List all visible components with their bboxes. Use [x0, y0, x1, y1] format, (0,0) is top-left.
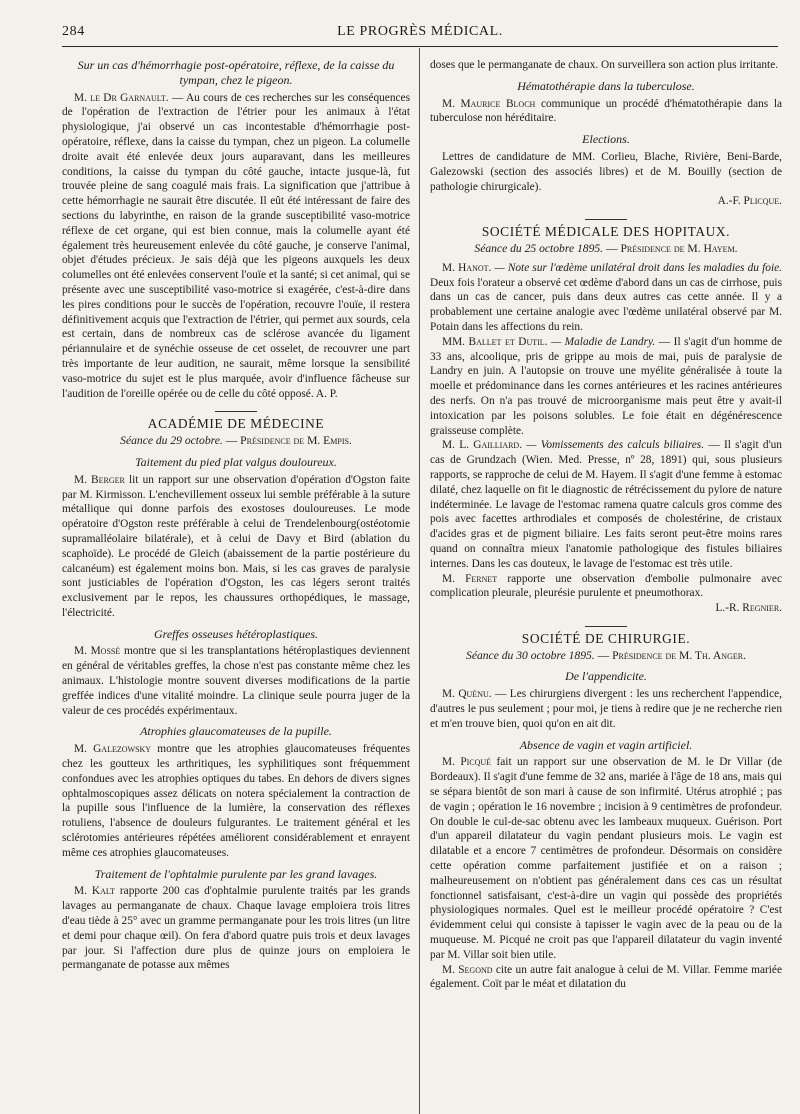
paragraph: M. Picqué fait un rapport sur une observation de M. le Dr Villar (de Bordeaux). Il s'agit d'une femme de 32 ans, mariée à l'âge de 18 ans, mais qui se sépara bientôt de son mari à cause de son infirmité. Utérus atrophié ; pas de vagin ; opération le 16 novembre ; incision à 9 centimètres de profondeur. On double le cul-de-sac obtenu avec les lambeaux muqueux. Guérison. Port d'un appareil dilatateur du vagin pendant plusieurs mois. Le vagin est dilatable et a encore 7 centimètres de profondeur. Désormais on considère cette opération comme parfaitement justifiée et on a raison ; malheureusement on n'obtient pas généralement dans ces cas un résultat fonctionnel satisfaisant, c'est-à-dire un vagin qui possède des propriétés physiologiques normales. Quel est le meilleur procédé opératoire ? C'est évidemment celui qui consiste à tapisser le vagin avec de la peau ou de la muqueuse. M. Picqué ne croit pas que l'appareil dilatateur du vagin inventé par M. Villar soit bien utile.	[430, 756, 782, 961]
speaker: M. le Dr Garnault.	[74, 91, 169, 104]
section-title: Hématothérapie dans la tuberculose.	[517, 78, 695, 93]
paragraph-continued: doses que le permanganate de chaux. On surveillera son action plus irritante.	[430, 59, 779, 71]
speaker: M. Berger	[74, 473, 125, 486]
section-title: Elections.	[582, 132, 630, 147]
speaker: M. Mossé	[74, 645, 121, 658]
paragraph: M. Segond cite un autre fait analogue à celui de M. Villar. Femme mariée également. Coït par le méat et dilatation du	[430, 963, 782, 991]
paragraph: M. Berger lit un rapport sur une observation d'opération d'Ogston faite par M. Kirmisson. L'enchevillement osseux lui semble préférable à la suture métallique qui donne parfois des exostoses douloureuses. Le mode opératoire d'Ogston reste préférable à celui de Trendelenbourg(ostéotomie supramalléolaire bilatérale), et à celui de Davy et Bird (ablation du scaphoïde). Le procédé de Gleich (abaissement de la partie postérieure du calcanéum) est également moins bon. Mais, si les cas graves de paralysie sont justiciables de l'opération d'Ogston, les cas légers seront traités exclusivement par le repos, les chaussures orthopédiques, le massage, l'électricité.	[62, 473, 410, 619]
signature: L.-R. Regnier.	[715, 602, 782, 615]
column-divider	[419, 48, 420, 1114]
session-line: Séance du 29 octobre. — Présidence de M. Empis.	[120, 434, 352, 448]
speaker: M. Kalt	[74, 885, 115, 898]
paragraph: M. Hanot. — Note sur l'œdème unilatéral droit dans les maladies du foie. Deux fois l'orateur a observé cet œdème d'abord dans un cas de cirrhose, puis dans un cas de cancer, puis dans deux autres cas cette année. Il y a probablement une certaine analogie avec l'œdème unilatéral observé par M. Potain dans les affections du rein.	[430, 261, 782, 333]
right-column	[430, 58, 782, 1114]
paragraph: M. le Dr Garnault. — Au cours de ces recherches sur les conséquences de l'opération de l'extraction de l'étrier pour les animaux à l'état physiologique, j'ai observé un cas incontestable d'hémorrhagie post-opératoire, réflexe, dans la caisse du tympan, chez un pigeon. La columelle droite avait été enlevée deux jours auparavant, dans les meilleures conditions, la caisse du tympan du côté gauche, intacte jusque-là, fut trouvée pleine de sang coagulé mais frais. La signification que j'attribue à cette hémorrhagie ne saurait être discutée. Il eût été intéressant de faire des sections du labyrinthe, en raison de la grande susceptibilité vaso-motrice réflexe de cet organe, qui est bien connue, mais la columelle ayant été également très heureusement enlevée du côté gauche, je conserve l'animal, objet d'études précieux. Je sais déjà que les pigeons auxquels les deux columelles ont été enlevées conservent l'ouïe et la santé; si cet animal, qui se présente avec une susceptibilité vaso-motrice si exagérée, c'est-à-dire dans les pires conditions pour le succès de l'opération, recouvre l'ouïe, il restera définitivement acquis que l'extraction de l'étrier, qui permet aux sourds, cela est certain, dans de nombreux cas de sclérose avancée du ligament périannulaire et de synéchie osseuse de cet osselet, de recouvrer une part très importante de leur audition, ne saurait, même lorsque la sensibilité vaso-motrice du sujet est le plus marquée, avoir d'influence fâcheuse sur l'audition de l'oreille opérée ou de celle du côté opposé. A. P.	[62, 91, 410, 400]
paragraph: M. Galezowsky montre que les atrophies glaucomateuses fréquentes chez les goutteux les arthritiques, les syphilitiques sont fréquemment confondues avec les atrophies optiques du tabes. En dehors de divers signes ophtalmoscopiques assez délicats on notera spécialement la contraction de la pupille sous l'influence de la lumière, la conservation des réflexes rotuliens, l'absence de douleurs fulgurantes. Le traitement général et les sclérotomies antérieures répétées améliorent considérablement et enrayent même ces atrophies glaucomateuses.	[62, 743, 410, 859]
society-heading: SOCIÉTÉ MÉDICALE DES HOPITAUX.	[430, 219, 782, 240]
left-column	[62, 58, 410, 1114]
session-line: Séance du 25 octobre 1895. — Présidence de M. Hayem.	[474, 241, 738, 255]
section-title: Traitement de l'ophtalmie purulente par les grand lavages.	[94, 866, 378, 881]
page-number: 284	[62, 24, 85, 39]
paragraph: M. Mossé montre que si les transplantations hétéroplastiques deviennent en général de véritables greffes, la chose n'est pas constante même chez les animaux. L'histologie montre souvent diverses modifications de la partie greffée indices d'une vitalité moindre. La clinique seule pourra juger de la valeur de ces procédés expérimentaux.	[62, 645, 410, 717]
paragraph: M. Quénu. — Les chirurgiens divergent : les uns recherchent l'appendice, d'autres le pus seulement ; pour moi, je tiens à redire que je ne recherche rien et m'en trouve bien, quoi qu'on en ait dit.	[430, 688, 782, 730]
paragraph: M. L. Gailliard. — Vomissements des calculs biliaires. — Il s'agit d'un cas de Grundzach (Wien. Med. Presse, nº 28, 1891) qui, sous plusieurs rapports, se rapproche de celui de M. Hayem. Il s'agit d'une femme à estomac dilaté, chez laquelle on fit le diagnostic de rétrécissement du pylore de nature indéterminée. Le lavage de l'estomac ramena quatre calculs gros comme des pois avec facettes arthrodiales et composés de cholestérine, de cristaux d'acides gras et de pigment biliaire. Les faits seront peut-être moins rares quand on connaîtra mieux l'anatomie pathologique des fistules biliaires internes. Dans les cas douteux, le lavage de l'estomac est très utile.	[430, 439, 782, 570]
section-title: De l'appendicite.	[565, 669, 647, 684]
section-title: Greffes osseuses hétéroplastiques.	[153, 626, 319, 641]
section-title: Atrophies glaucomateuses de la pupille.	[140, 724, 332, 739]
paragraph: M. Kalt rapporte 200 cas d'ophtalmie purulente traités par les grands lavages au permanganate de chaux. Chaque lavage emploiera trois litres d'eau tiède à 25° avec un gramme permanganate pour les trois litres (un litre et demi pour chaque œil). On fera d'abord quatre puis trois et deux lavages par jour. Si l'affection dure plus de quinze jours on emploiera le permanganate de potasse aux mêmes	[62, 885, 410, 972]
paragraph: M. Maurice Bloch communique un procédé d'hématothérapie dans la tuberculose non héréditaire.	[430, 97, 782, 125]
page-header	[62, 24, 778, 47]
signature: A. P.	[315, 387, 338, 400]
journal-title: LE PROGRÈS MÉDICAL.	[337, 24, 503, 39]
signature: A.-F. Plicque.	[717, 195, 782, 208]
paragraph: M. Fernet rapporte une observation d'embolie pulmonaire avec complication pleurale, pleurésie purulente et pneumothorax.	[430, 572, 782, 600]
paragraph: MM. Ballet et Dutil. — Maladie de Landry. — Il s'agit d'un homme de 33 ans, alcoolique, pris de grippe au mois de mai, puis de paralysie de Landry en juin. A l'autopsie on trouve une myélite généralisée à toute la moelle et prédominance dans les cornes antérieures et les racines antérieures des nerfs. On n'a pas trouvé de microorganisme mais peut être y avait-il intoxication par les poisons solubles. Le foie était en dégénérescence graisseuse complète.	[430, 335, 782, 437]
society-heading: SOCIÉTÉ DE CHIRURGIE.	[430, 626, 782, 647]
paragraph: Lettres de candidature de MM. Corlieu, Blache, Rivière, Beni-Barde, Galezowski (section des associés libres) et de M. Bouilly (section de pathologie chirurgicale).	[430, 150, 782, 193]
section-title: Absence de vagin et vagin artificiel.	[519, 737, 693, 752]
session-line: Séance du 30 octobre 1895. — Présidence de M. Th. Anger.	[466, 648, 746, 662]
speaker: M. Maurice Bloch	[442, 97, 536, 110]
speaker: M. Galezowsky	[74, 743, 152, 756]
section-title: Taitement du pied plat valgus douloureux.	[135, 454, 337, 469]
society-heading: ACADÉMIE DE MÉDECINE	[62, 411, 410, 432]
section-title: Sur un cas d'hémorrhagie post-opératoire, réflexe, de la caisse du tympan, chez le pigeon.	[77, 58, 395, 87]
